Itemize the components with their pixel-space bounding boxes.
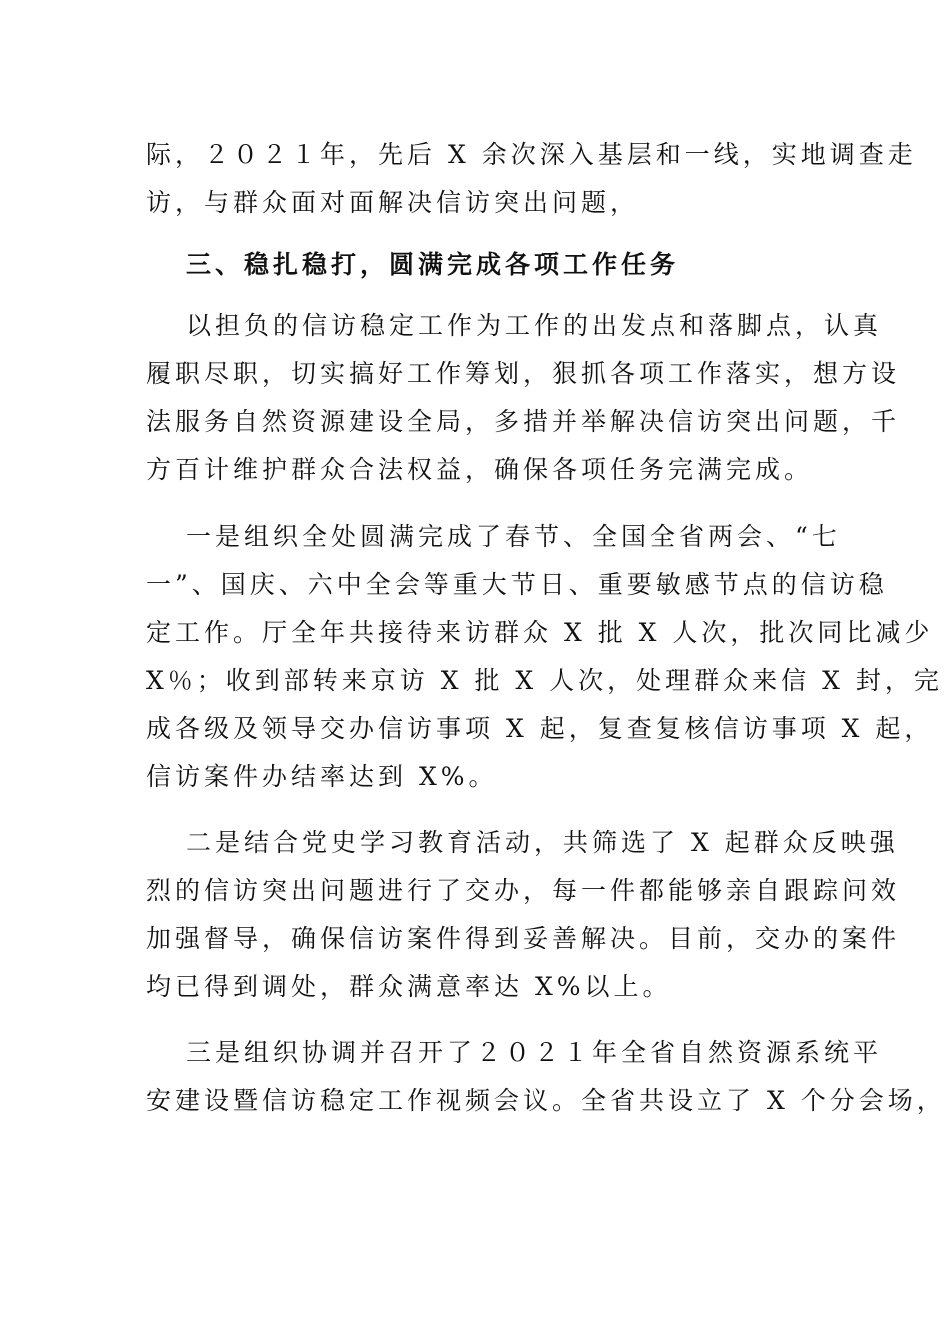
paragraph-3-line-4: 均已得到调处，群众满意率达 X%以上。 [146, 972, 672, 1001]
paragraph-3-line-1: 二是结合党史学习教育活动，共筛选了 X 起群众反映强 [186, 828, 899, 857]
paragraph-2-line-4: X％；收到部转来京访 X 批 X 人次，处理群众来信 X 封，完 [146, 666, 943, 695]
section-heading: 三、稳扎稳打，圆满完成各项工作任务 [186, 250, 680, 279]
paragraph-1-line-4: 方百计维护群众合法权益，确保各项任务完满完成。 [146, 455, 814, 484]
paragraph-2-line-3: 定工作。厅全年共接待来访群众 X 批 X 人次，批次同比减少 [146, 618, 934, 647]
paragraph-4-line-2: 安建设暨信访稳定工作视频会议。全省共设立了 X 个分会场， [146, 1086, 946, 1115]
paragraph-1-line-2: 履职尽职，切实搞好工作筹划，狠抓各项工作落实，想方设 [146, 359, 901, 388]
paragraph-1-line-3: 法服务自然资源建设全局，多措并举解决信访突出问题，千 [146, 407, 901, 436]
paragraph-3-line-3: 加强督导，确保信访案件得到妥善解决。目前，交办的案件 [146, 924, 901, 953]
paragraph-4-line-1: 三是组织协调并召开了２０２１年全省自然资源系统平 [186, 1038, 883, 1067]
paragraph-2-line-2: 一”、国庆、六中全会等重大节日、重要敏感节点的信访稳 [146, 570, 888, 599]
paragraph-1-line-1: 以担负的信访稳定工作为工作的出发点和落脚点，认真 [186, 311, 883, 340]
paragraph-2-line-5: 成各级及领导交办信访事项 X 起，复查复核信访事项 X 起， [146, 714, 934, 743]
paragraph-2-line-1: 一是组织全处圆满完成了春节、全国全省两会、“七 [186, 522, 841, 551]
intro-line-1: 际，２０２１年，先后 X 余次深入基层和一线，实地调查走 [146, 140, 917, 169]
paragraph-2-line-6: 信访案件办结率达到 X%。 [146, 762, 498, 791]
intro-line-2: 访，与群众面对面解决信访突出问题， [146, 188, 640, 217]
paragraph-3-line-2: 烈的信访突出问题进行了交办，每一件都能够亲自跟踪问效 [146, 876, 901, 905]
